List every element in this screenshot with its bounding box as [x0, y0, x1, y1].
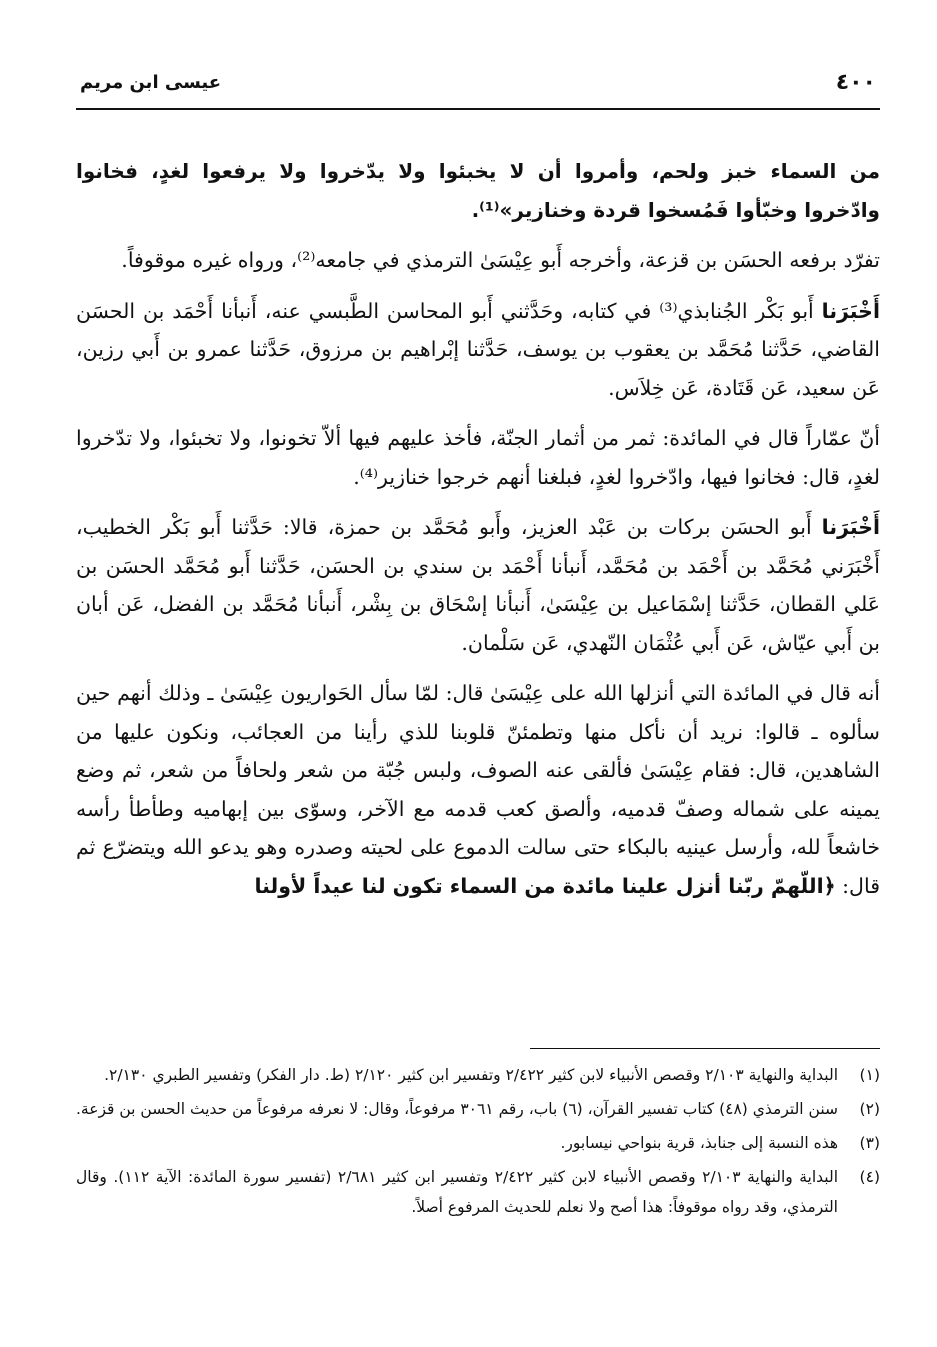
footnote-text: البداية والنهاية ٢/١٠٣ وقصص الأنبياء لابن كثير ٢/٤٢٢ وتفسير ابن كثير ٢/١٢٠ (ط. دار الفكر) وتفسير الطبري ٢/١٣٠.	[104, 1066, 838, 1084]
isnad-text: أَبو الحسَن بركات بن عَبْد العزيز، وأَبو مُحَمَّد بن حمزة، قالا: حَدَّثنا أَبو بَكْر الخطيب، أَخْبَرَني مُحَمَّد بن أَحْمَد بن مُحَمَّد، أَنبأنا أَحْمَد بن سندي بن الحسَن، حَدَّثنا أَبو مُحَمَّد الحسَن بن عَلي القطان، حَدَّثنا إسْمَاعيل بن عِيْسَىٰ، أَنبأنا إسْحَاق بن بِشْر، أَنبأنا مُحَمَّد بن الفضل، عَن أبان بن أَبي عيّاش، عَن أَبي عُثْمَان النّهدي، عَن سَلْمان.	[76, 515, 880, 655]
footnote-number: (٤)	[859, 1168, 880, 1186]
footnote-text: هذه النسبة إلى جنابذ، قرية بنواحي نيسابور.	[560, 1134, 838, 1152]
paragraph-5	[76, 508, 880, 662]
footnote-item	[76, 1162, 880, 1222]
footnote-text: سنن الترمذي (٤٨) كتاب تفسير القرآن، (٦) باب، رقم ٣٠٦١ مرفوعاً، وقال: لا نعرفه مرفوعاً من حديث الحسن بن قزعة.	[75, 1100, 838, 1118]
footnote-item	[76, 1094, 880, 1124]
footnote-number: (٣)	[859, 1134, 880, 1152]
footnote-item	[76, 1060, 880, 1090]
page-number: ٤٠٠	[835, 70, 876, 95]
paragraph-3	[76, 292, 880, 408]
footnotes	[76, 1060, 880, 1226]
quran-verse: ﴿اللّهمّ ربّنا أنزل علينا مائدة من السماء تكون لنا عيداً لأولنا	[254, 873, 836, 898]
footnote-item	[76, 1128, 880, 1158]
isnad-lead-word: أَخْبَرَنا	[821, 515, 880, 539]
running-header	[76, 60, 880, 110]
body-text	[76, 152, 880, 905]
paragraph-2: تفرّد برفعه الحسَن بن قزعة، وأخرجه أَبو عِيْسَىٰ الترمذي في جامعه⁽²⁾، ورواه غيره موقوفاً.	[121, 248, 880, 272]
footnote-text: البداية والنهاية ٢/١٠٣ وقصص الأنبياء لابن كثير ٢/٤٢٢ وتفسير ابن كثير ٢/٦٨١ (تفسير سورة المائدة: الآية ١١٢). وقال الترمذي، وقد رواه موقوفاً: هذا أصح ولا نعلم للحديث المرفوع أصلاً.	[76, 1168, 839, 1216]
footnote-separator	[530, 1048, 880, 1049]
book-page	[76, 60, 880, 1310]
footnote-number: (٢)	[859, 1100, 880, 1118]
book-title: عيسى ابن مريم	[80, 72, 222, 93]
narrative-text: أنه قال في المائدة التي أنزلها الله على عِيْسَىٰ قال: لمّا سأل الحَواريون عِيْسَىٰ ـ وذلك أنهم حين سألوه ـ قالوا: نريد أن نأكل منها وتطمئنّ قلوبنا للذي رأينا من العجائب، ونكون عليها من الشاهدين، قال: فقام عِيْسَىٰ فألقى عنه الصوف، ولبس جُبّة من شعر ولحافاً من شعر، ثم وضع يمينه على شماله وصفّ قدميه، وألصق كعب قدمه مع الآخر، وسوّى بين إبهاميه وطأطأ رأسه خاشعاً لله، وأرسل عينيه بالبكاء حتى سالت الدموع على لحيته وصدره وهو يدعو الله ويتضرّع ثم قال:	[76, 681, 880, 898]
paragraph-1: من السماء خبز ولحم، وأمروا أن لا يخبئوا ولا يدّخروا ولا يرفعوا لغدٍ، فخانوا وادّخروا وخبّأوا فَمُسخوا قردة وخنازير»⁽¹⁾.	[76, 159, 880, 222]
footnote-number: (١)	[859, 1066, 880, 1084]
isnad-lead-word: أَخْبَرَنا	[821, 298, 880, 323]
isnad-text: أَبو بَكْر الجُنابذي⁽³⁾ في كتابه، وحَدَّثني أَبو المحاسن الطَّبسي عنه، أَنبأنا أَحْمَد بن الحسَن القاضي، حَدَّثنا مُحَمَّد بن يعقوب بن يوسف، حَدَّثنا إبْراهيم بن مرزوق، حَدَّثنا عمرو بن أَبي رزين، عَن سعيد، عَن قَتَادة، عَن خِلاَس.	[76, 298, 880, 400]
paragraph-4: أنّ عمّاراً قال في المائدة: ثمر من أثمار الجنّة، فأخذ عليهم فيها ألاّ تخونوا، ولا تخبئوا، ولا تدّخروا لغدٍ، قال: فخانوا فيها، وادّخروا لغدٍ، فبلغنا أنهم خرجوا خنازير⁽⁴⁾.	[76, 426, 880, 489]
paragraph-6	[76, 674, 880, 905]
